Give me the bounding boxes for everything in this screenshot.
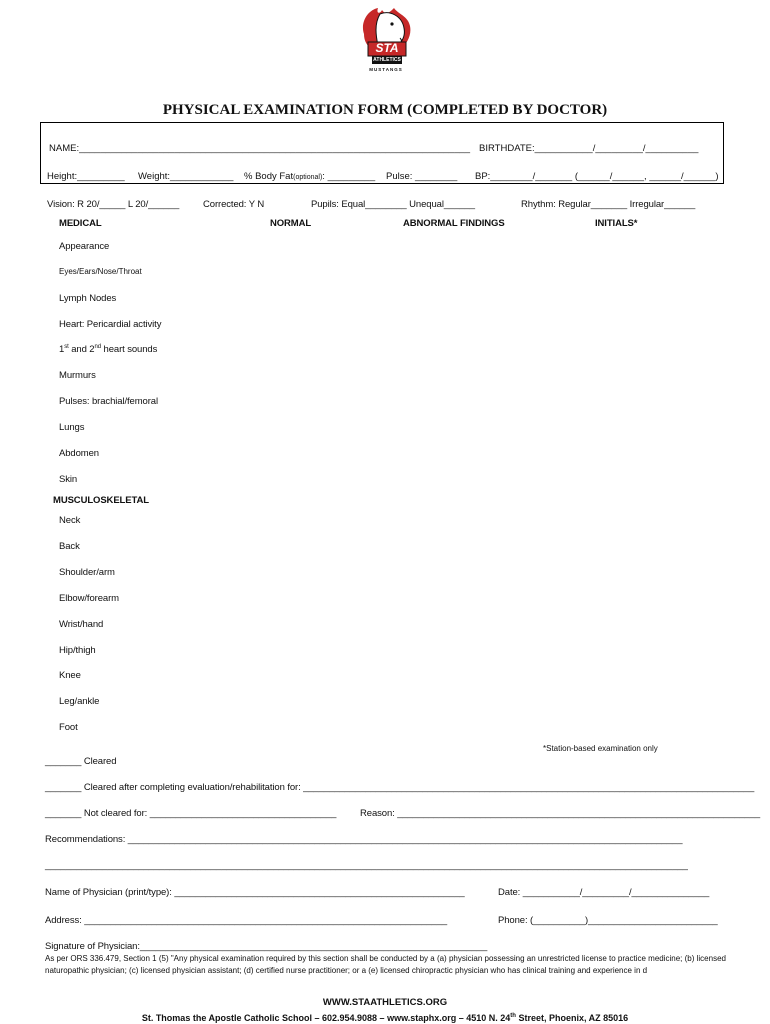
corrected-field[interactable]: Corrected: Y N	[203, 199, 265, 210]
medical-item-abdomen: Abdomen	[59, 448, 99, 459]
msk-item-back: Back	[59, 541, 80, 552]
bp-field[interactable]: BP:________/_______ (______/______, ______/______)	[475, 171, 719, 182]
normal-column-header: NORMAL	[270, 218, 312, 229]
mustang-head-logo-icon	[356, 4, 416, 74]
medical-item-heart-pericardial: Heart: Pericardial activity	[59, 319, 162, 330]
recommendations-continuation-line[interactable]: ____________________________________________________________________________________________________________________________	[45, 860, 688, 871]
msk-item-shoulder-arm: Shoulder/arm	[59, 567, 115, 578]
heart-sounds-first-sup: st	[64, 344, 69, 350]
medical-item-lungs: Lungs	[59, 422, 85, 433]
sta-athletics-logo	[356, 4, 416, 74]
reason-field[interactable]: Reason: ______________________________________________________________________	[360, 808, 761, 819]
physician-date-field[interactable]: Date: ___________/_________/_______________	[498, 887, 710, 898]
initials-column-header: INITIALS*	[595, 218, 638, 229]
ors-footnote: As per ORS 336.479, Section 1 (5) "Any physical examination required by this section shall be conducted by a (a) physician possessing an unrestricted license to practice medicine; (b) licensed naturopathic physician; (c) licensed physician assistant; (d) certified nurse practitioner; or a (e) licensed chiropractic physician who has clinical training and experience in d	[45, 954, 726, 975]
msk-item-knee: Knee	[59, 670, 81, 681]
medical-item-eent: Eyes/Ears/Nose/Throat	[59, 267, 142, 276]
patient-info-box	[40, 122, 724, 184]
not-cleared-field[interactable]: _______ Not cleared for: ____________________________________	[45, 808, 337, 819]
cleared-field[interactable]: _______ Cleared	[45, 756, 117, 767]
birthdate-field[interactable]: BIRTHDATE:___________/_________/__________	[479, 143, 699, 154]
musculoskeletal-heading: MUSCULOSKELETAL	[53, 495, 149, 506]
website-link[interactable]: WWW.STAATHLETICS.ORG	[322, 997, 448, 1008]
school-address-sup: th	[510, 1013, 516, 1019]
bodyfat-optional: (optional)	[293, 174, 323, 181]
vision-field[interactable]: Vision: R 20/_____ L 20/______	[47, 199, 180, 210]
height-field[interactable]: Height:_________	[47, 171, 125, 182]
bodyfat-field[interactable]	[244, 171, 375, 182]
medical-item-lymph-nodes: Lymph Nodes	[59, 293, 117, 304]
station-based-note: *Station-based examination only	[543, 744, 658, 753]
medical-item-appearance: Appearance	[59, 241, 110, 252]
medical-item-heart-sounds	[59, 344, 157, 355]
form-title: PHYSICAL EXAMINATION FORM (COMPLETED BY DOCTOR)	[162, 102, 608, 118]
rhythm-field[interactable]: Rhythm: Regular_______ Irregular______	[521, 199, 696, 210]
weight-field[interactable]: Weight:____________	[138, 171, 234, 182]
heart-sounds-second-sup: nd	[94, 344, 101, 350]
medical-item-pulses: Pulses: brachial/femoral	[59, 396, 158, 407]
heart-sounds-second: 2	[89, 344, 95, 356]
physician-address-field[interactable]: Address: ______________________________________________________________________	[45, 915, 448, 926]
msk-item-foot: Foot	[59, 722, 78, 733]
logo-athletics-text: ATHLETICS	[373, 57, 401, 63]
cleared-after-field[interactable]: _______ Cleared after completing evaluation/rehabilitation for: _______________________________________________________________________________________	[45, 782, 755, 793]
medical-item-skin: Skin	[59, 474, 78, 485]
logo-sta-text: STA	[375, 41, 399, 55]
name-field[interactable]: NAME:__________________________________________________________________________	[49, 143, 471, 154]
recommendations-field[interactable]: Recommendations: ___________________________________________________________________________________________________________	[45, 834, 683, 845]
msk-item-wrist-hand: Wrist/hand	[59, 619, 104, 630]
pulse-field[interactable]: Pulse: ________	[386, 171, 458, 182]
msk-item-leg-ankle: Leg/ankle	[59, 696, 100, 707]
physician-phone-field[interactable]: Phone: (__________)_________________________	[498, 915, 718, 926]
bodyfat-label: % Body Fat	[244, 171, 294, 182]
physician-name-field[interactable]: Name of Physician (print/type): ________________________________________________________	[45, 887, 465, 898]
physician-signature-field[interactable]: Signature of Physician:___________________________________________________________________	[45, 941, 488, 952]
heart-sounds-label: heart sounds	[103, 344, 158, 356]
school-address-text: St. Thomas the Apostle Catholic School – 602.954.9088 – www.staphx.org – 4510 N. 24	[141, 1013, 511, 1023]
heart-sounds-and: and	[68, 344, 90, 356]
msk-item-hip-thigh: Hip/thigh	[59, 645, 96, 656]
bodyfat-blank: : _________	[322, 171, 376, 182]
medical-item-murmurs: Murmurs	[59, 370, 96, 381]
school-address	[0, 1013, 770, 1023]
heart-sounds-first: 1	[59, 344, 65, 356]
medical-column-header: MEDICAL	[59, 218, 102, 229]
msk-item-neck: Neck	[59, 515, 81, 526]
school-address-street: Street, Phoenix, AZ 85016	[515, 1013, 629, 1023]
logo-mustangs-caption: MUSTANGS	[369, 67, 403, 72]
msk-item-elbow-forearm: Elbow/forearm	[59, 593, 119, 604]
abnormal-findings-column-header: ABNORMAL FINDINGS	[403, 218, 505, 229]
pupils-field[interactable]: Pupils: Equal________ Unequal______	[311, 199, 475, 210]
